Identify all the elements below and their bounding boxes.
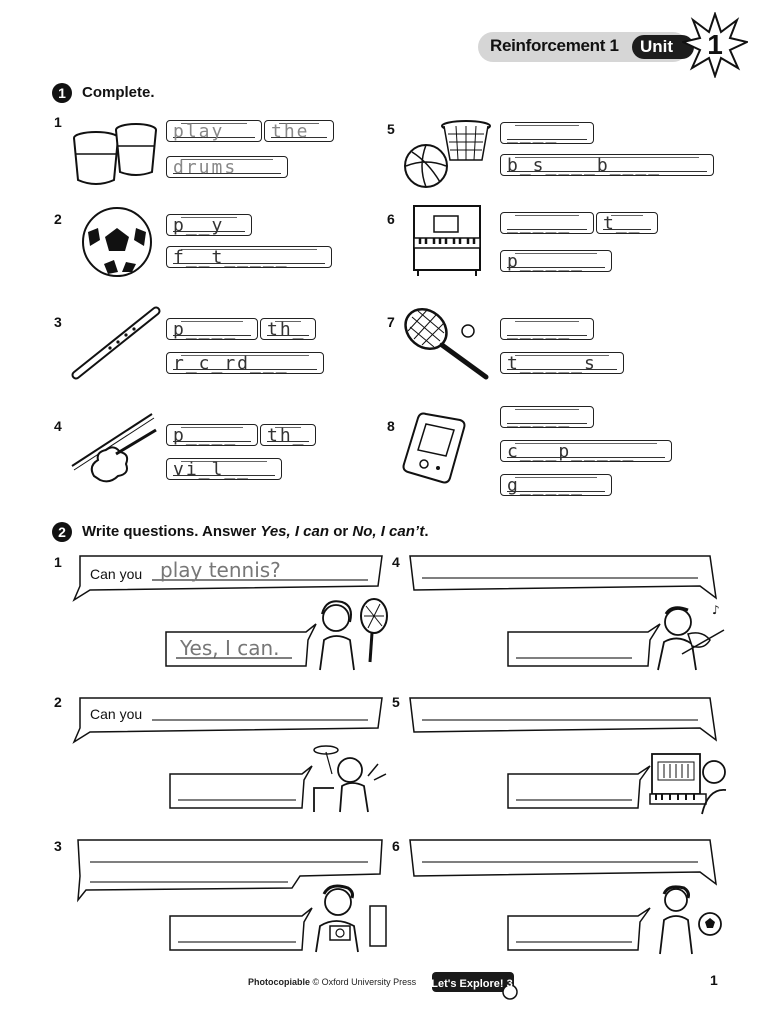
item-number: 6 — [392, 838, 400, 854]
tile-letters: play — [173, 121, 225, 142]
unit-number: 1 — [707, 29, 723, 60]
example-question: play tennis? — [160, 558, 281, 582]
item-number: 1 — [54, 114, 62, 130]
tile-letters: f__t_____ — [173, 247, 289, 268]
tile-letters: _____ — [507, 407, 572, 428]
section-2-title: Write questions. Answer Yes, I can or No, I can’t. — [82, 523, 429, 540]
svg-text:♪: ♪ — [712, 603, 720, 617]
answer-bubble — [508, 624, 660, 666]
tile-letters: th_ — [267, 319, 306, 340]
answer-bubble — [170, 908, 312, 950]
item-number: 1 — [54, 554, 62, 570]
question-prompt: Can you — [90, 706, 143, 722]
girl-with-soccer-ball-icon — [652, 884, 726, 954]
copyright-line: Photocopiable © Oxford University Press — [248, 977, 417, 987]
item-number: 2 — [54, 211, 62, 227]
question-prompt: Can you — [90, 566, 143, 582]
example-answer: Yes, I can. — [180, 636, 280, 660]
answer-bubble — [508, 908, 650, 950]
answer-bubble — [170, 766, 312, 808]
tile-letters: vi_l__ — [173, 459, 251, 480]
boy-with-camera-icon — [312, 882, 390, 952]
svg-text:Let's Explore! 3: Let's Explore! 3 — [431, 978, 513, 990]
tile-letters: drums — [173, 157, 238, 178]
question-bubble — [410, 698, 716, 740]
item-number: 2 — [54, 694, 62, 710]
tile-letters: ____ — [507, 123, 559, 144]
item-number: 6 — [387, 211, 395, 227]
tile-letters: r_c_rd___ — [173, 353, 289, 374]
item-number: 3 — [54, 838, 62, 854]
tile-letters: th_ — [267, 425, 306, 446]
tile-letters: g_____ — [507, 475, 585, 496]
section-2-number: 2 — [52, 522, 72, 542]
boy-playing-piano-icon — [650, 742, 728, 814]
tile-letters: _____ — [507, 319, 572, 340]
reinforcement-label: Reinforcement 1 — [490, 36, 619, 55]
item-number: 4 — [392, 554, 400, 570]
tile-letters: p_____ — [507, 251, 585, 272]
item-number: 7 — [387, 314, 395, 330]
tile-letters: t__ — [603, 213, 642, 234]
answer-bubble — [508, 766, 650, 808]
page-number: 1 — [710, 972, 718, 988]
tile-letters: p__y — [173, 215, 225, 236]
section-1-title: Complete. — [82, 84, 155, 101]
item-number: 5 — [392, 694, 400, 710]
item-number: 8 — [387, 418, 395, 434]
tile-letters: _____ — [507, 213, 572, 234]
girl-with-tennis-racket-icon — [312, 596, 392, 670]
item-number: 3 — [54, 314, 62, 330]
tile-letters: b_s____b____ — [507, 155, 662, 176]
question-bubble — [410, 556, 716, 598]
lets-explore-logo — [432, 970, 522, 1000]
tile-letters: the — [271, 121, 310, 142]
boy-playing-violin-icon — [652, 600, 732, 670]
boy-spinning-plates-icon — [312, 740, 388, 812]
unit-label: Unit — [632, 35, 694, 59]
tile-letters: c___p_____ — [507, 441, 636, 462]
item-number: 5 — [387, 121, 395, 137]
section-1-number: 1 — [52, 83, 72, 103]
tile-letters: p____ — [173, 319, 238, 340]
item-number: 4 — [54, 418, 62, 434]
tile-letters: p____ — [173, 425, 238, 446]
tile-letters: t_____s — [507, 353, 597, 374]
